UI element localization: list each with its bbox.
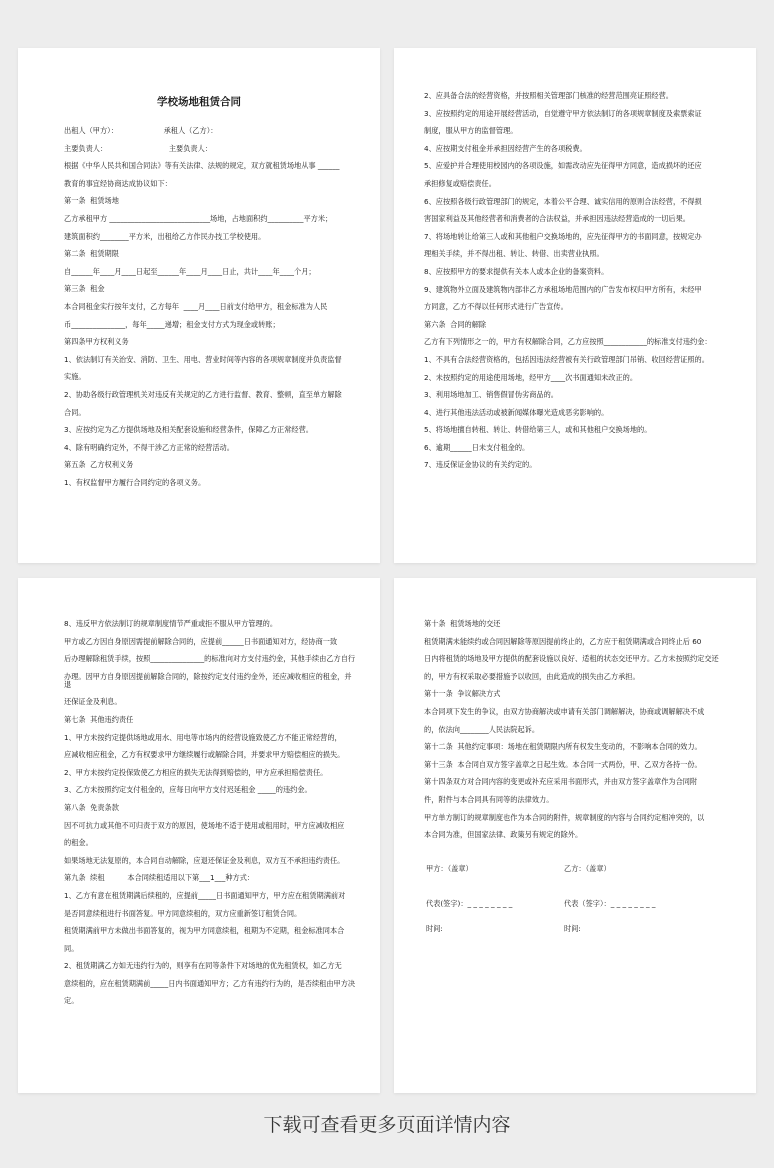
- text-line: 第十条 租赁场地的交还: [424, 619, 501, 628]
- text-line: 第六条 合同的解除: [424, 319, 487, 329]
- text-line: 还保证金及利息。: [64, 697, 122, 707]
- text-line: 同。: [64, 943, 79, 953]
- text-line: 6、应按照各级行政管理部门的规定，本着公平合理、诚实信用的原则合法经营，不得损: [424, 196, 702, 206]
- text-line: 应减收相应租金，乙方有权要求甲方继续履行或解除合同，并要求甲方赔偿相应的损失。: [64, 750, 345, 760]
- text-line: 办理。因甲方自身原因提前解除合同的，除按约定支付违约金外，还应减收相应的租金，并退: [64, 671, 352, 689]
- text-line: 4、进行其他违法活动或被新闻媒体曝光造成恶劣影响的。: [424, 407, 609, 417]
- text-line: 甲方或乙方因自身原因需提前解除合同的，应提前______日书面通知对方，经协商一致: [64, 636, 338, 646]
- text-line: 第十二条 其他约定事项：场地在租赁期限内所有权发生变动的，不影响本合同的效力。: [424, 742, 702, 752]
- text-line: 乙方有下列情形之一的，甲方有权解除合同，乙方应按照____________的标准支付违约金：: [424, 337, 712, 347]
- party-b-representative: 代表（签字）：_ _ _ _ _ _ _ _: [564, 899, 656, 909]
- text-line: 第五条 乙方权利义务: [64, 460, 134, 470]
- text-line: 主要负责人： 主要负责人：: [64, 143, 212, 153]
- text-line: 第十四条双方对合同内容的变更或补充应采用书面形式，并由双方签字盖章作为合同附: [424, 777, 698, 787]
- text-line: 本合同项下发生的争议，由双方协商解决或申请有关部门调解解决，协商或调解解决不成: [424, 706, 705, 716]
- text-line: 3、应按照约定的用途开展经营活动，自觉遵守甲方依法制订的各项规章制度及索票索证: [424, 108, 702, 118]
- party-b-seal: 乙方：（盖章）: [564, 864, 611, 874]
- text-line: 建筑面积约________平方米，出租给乙方作民办技工学校使用。: [64, 231, 266, 241]
- text-line: 第七条 其他违约责任: [64, 714, 134, 724]
- text-line: 1、依法制订有关治安、消防、卫生、用电、营业时间等内容的各项规章制度并负责监督: [64, 354, 342, 364]
- text-line: 出租人（甲方）： 承租人（乙方）：: [64, 126, 218, 135]
- text-line: 第三条 租金: [64, 284, 105, 294]
- text-line: 4、应按期支付租金并承担因经营产生的各项税费。: [424, 143, 587, 153]
- text-line: 的，依法向________人民法院起诉。: [424, 724, 540, 734]
- page-1-body: [64, 127, 358, 487]
- text-line: 第十三条 本合同自双方签字盖章之日起生效。本合同一式两份，甲、乙双方各持一份。: [424, 759, 702, 769]
- text-line: 1、乙方有意在租赁期满后续租的，应提前_____日书面通知甲方，甲方应在租赁期满前对: [64, 890, 346, 900]
- text-line: 4、除有明确约定外，不得干涉乙方正常的经营活动。: [64, 442, 234, 452]
- party-b-time: 时间:: [564, 924, 581, 934]
- document-page-1: [18, 48, 380, 563]
- text-line: 1、有权监督甲方履行合同约定的各项义务。: [64, 477, 206, 487]
- text-line: 实施。: [64, 372, 86, 382]
- text-line: 是否同意续租进行书面答复。甲方同意续租的，双方应重新签订租赁合同。: [64, 908, 302, 918]
- party-a-seal: 甲方：（盖章）: [426, 864, 473, 874]
- document-page-4: [394, 578, 756, 1093]
- text-line: 后办理解除租赁手续，按照_______________的标准向对方支付违约金，其他手续由乙方自行: [64, 654, 356, 664]
- text-line: 本合同为准，但国家法律、政策另有规定的除外。: [424, 830, 583, 840]
- text-line: 6、逾期______日未支付租金的。: [424, 442, 530, 452]
- text-line: 3、利用场地加工、销售假冒伪劣商品的。: [424, 390, 558, 400]
- signature-block: [424, 865, 734, 945]
- text-line: 因不可抗力或其他不可归责于双方的原因，使场地不适于使用或租用时，甲方应减收相应: [64, 820, 345, 830]
- text-line: 租赁期满未能续约或合同因解除等原因提前终止的，乙方应于租赁期满或合同终止后 60: [424, 636, 702, 646]
- text-line: 的租金。: [64, 838, 93, 848]
- text-line: 合同。: [64, 407, 86, 417]
- text-line: 第九条 续租 本合同续租适用以下第___1___种方式：: [64, 873, 255, 883]
- page-2-body: [424, 92, 734, 469]
- text-line: 自______年____月____日起至______年____月____日止，共计____年____个月；: [64, 266, 316, 276]
- text-line: 1、甲方未按约定提供场地或用水、用电等市场内的经营设施致使乙方不能正常经营的，: [64, 732, 342, 742]
- text-line: 害国家利益及其他经营者和消费者的合法权益，并承担因违法经营造成的一切后果。: [424, 214, 690, 224]
- document-page-2: [394, 48, 756, 563]
- text-line: 件，附件与本合同具有同等的法律效力。: [424, 794, 554, 804]
- party-a-representative: 代表(签字)：_ _ _ _ _ _ _ _: [426, 899, 513, 909]
- download-prompt[interactable]: 下载可查看更多页面详情内容: [263, 1114, 511, 1136]
- text-line: 的，甲方有权采取必要措施予以收回，由此造成的损失由乙方承担。: [424, 671, 640, 681]
- text-line: 币_______________，每年_____递增；租金支付方式为现金或转账；: [64, 319, 280, 329]
- text-line: 第二条 租赁期限: [64, 249, 119, 259]
- page-3-body: [64, 620, 358, 1005]
- text-line: 9、建筑物外立面及建筑物内部非乙方承租场地范围内的广告发布权归甲方所有，未经甲: [424, 284, 702, 294]
- text-line: 第八条 免责条款: [64, 802, 119, 812]
- party-a-time: 时间:: [426, 924, 443, 934]
- text-line: 制度，服从甲方的监督管理。: [424, 126, 518, 136]
- text-line: 5、应爱护并合理使用校园内的各项设施，如需改动应先征得甲方同意，造成损坏的还应: [424, 161, 702, 171]
- text-line: 7、违反保证金协议的有关约定的。: [424, 460, 537, 470]
- text-line: 方同意，乙方不得以任何形式进行广告宣传。: [424, 302, 568, 312]
- text-line: 如果场地无法复原的，本合同自动解除，应退还保证金及利息，双方互不承担违约责任。: [64, 855, 345, 865]
- text-line: 8、应按照甲方的要求提供有关本人或本企业的备案资料。: [424, 266, 609, 276]
- text-line: 定。: [64, 996, 79, 1006]
- text-line: 第四条甲方权利义务: [64, 337, 129, 347]
- text-line: 根据《中华人民共和国合同法》等有关法律、法规的规定，双方就租赁场地从事 ______: [64, 161, 340, 171]
- text-line: 2、租赁期满乙方如无违约行为的，则享有在同等条件下对场地的优先租赁权，如乙方无: [64, 961, 342, 971]
- text-line: 3、应按约定为乙方提供场地及相关配套设施和经营条件，保障乙方正常经营。: [64, 425, 313, 435]
- document-page-3: [18, 578, 380, 1093]
- text-line: 教育的事宜经协商达成协议如下：: [64, 178, 172, 188]
- text-line: 承担修复或赔偿责任。: [424, 178, 496, 188]
- page-4-body: [424, 620, 734, 839]
- text-line: 5、将场地擅自转租、转让、转借给第三人，或和其他租户交换场地的。: [424, 425, 652, 435]
- text-line: 8、违反甲方依法制订的规章制度情节严重或拒不服从甲方管理的。: [64, 619, 278, 628]
- text-line: 理相关手续，并不得出租、转让、转借、出卖营业执照。: [424, 249, 604, 259]
- text-line: 2、应具备合法的经营资格，并按照相关管理部门核准的经营范围亮证照经营。: [424, 91, 673, 100]
- text-line: 日内将租赁的场地及甲方提供的配套设施以良好、适租的状态交还甲方。乙方未按照约定交还: [424, 654, 719, 664]
- text-line: 2、协助各级行政管理机关对违反有关规定的乙方进行监督、教育、整顿，直至单方解除: [64, 389, 342, 399]
- text-line: 本合同租金实行按年支付，乙方每年 ____月____日前支付给甲方，租金标准为人民: [64, 301, 328, 311]
- text-line: 意续租的，应在租赁期满前_____日内书面通知甲方；乙方有违约行为的，是否续租由甲方决: [64, 978, 356, 988]
- text-line: 3、乙方未按照约定支付租金的，应每日向甲方支付迟延租金 _____的违约金。: [64, 785, 312, 795]
- text-line: 2、未按照约定的用途使用场地，经甲方____次书面通知未改正的。: [424, 372, 638, 382]
- text-line: 甲方单方制订的规章制度也作为本合同的附件，规章制度的内容与合同约定相冲突的，以: [424, 812, 705, 822]
- text-line: 1、不具有合法经营资格的，包括因违法经营被有关行政管理部门吊销、收回经营证照的。: [424, 354, 709, 364]
- text-line: 7、将场地转让给第三人或和其他租户交换场地的，应先征得甲方的书面同意，按规定办: [424, 231, 702, 241]
- text-line: 租赁期满前甲方未做出书面答复的，视为甲方同意续租，租期为不定期，租金标准同本合: [64, 926, 345, 936]
- text-line: 第一条 租赁场地: [64, 196, 119, 206]
- text-line: 乙方承租甲方 ____________________________场地，占地面积约__________平方米；: [64, 213, 333, 223]
- document-title: 学校场地租赁合同: [157, 96, 241, 108]
- text-line: 第十一条 争议解决方式: [424, 689, 501, 699]
- text-line: 2、甲方未按约定投保致使乙方相应的损失无法得到赔偿的，甲方应承担赔偿责任。: [64, 767, 328, 777]
